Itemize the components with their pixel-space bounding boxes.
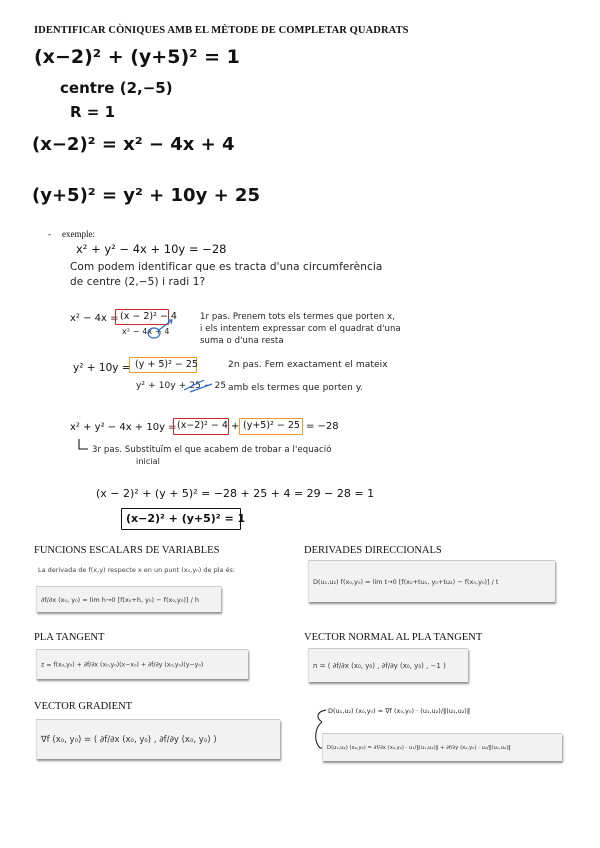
heading-scalar-functions: FUNCIONS ESCALARS DE VARIABLES (34, 545, 220, 556)
expansion-y: (y+5)² = y² + 10y + 25 (32, 185, 260, 206)
heading-directional-derivatives: DERIVADES DIRECCIONALS (304, 545, 442, 556)
blue-arrow-icon (140, 318, 176, 342)
hook-arrow-icon (76, 438, 90, 454)
radius-label: R = 1 (70, 103, 115, 121)
example-question-line2: de centre (2,−5) i radi 1? (70, 276, 206, 288)
normal-vector-formula: n = ( ∂f/∂x (x₀, y₀) , ∂f/∂y (x₀, y₀) , −1 ) (313, 661, 446, 670)
step3-lhs: x² + y² − 4x + 10y = (70, 422, 177, 433)
normal-vector-formula-card (308, 648, 468, 682)
step2-note-line1: 2n pas. Fem exactament el mateix (228, 360, 388, 370)
gradient-directional-line1: D(u₁,u₂) (x₀,y₀) = ∇f (x₀,y₀) · (u₁,u₂)/‖(u₁,u₂)‖ (328, 707, 471, 715)
step3-box1 (173, 418, 229, 435)
tangent-plane-formula-card (36, 649, 248, 679)
expansion-x: (x−2)² = x² − 4x + 4 (32, 134, 235, 155)
step3-box1-text: (x−2)² − 4 (177, 420, 228, 431)
scalar-functions-formula: ∂f/∂x (x₀, y₀) = lim h→0 [f(x₀+h, y₀) − f(x₀,y₀)] / h (41, 595, 199, 604)
centre-label: centre (2,−5) (60, 79, 173, 97)
gradient-directional-formula-card (322, 733, 562, 761)
gradient-vector-formula-card (36, 719, 280, 759)
bullet-dash: - (48, 229, 51, 239)
directional-derivatives-formula: D(u₁,u₂) f(x₀,y₀) = lim t→0 [f(x₀+tu₁, y₀+tu₂) − f(x₀,y₀)] / t (313, 577, 499, 586)
step3-plus: + (231, 421, 240, 432)
step2-note-line2: amb els termes que porten y. (228, 383, 363, 393)
blue-strike-icon (182, 374, 222, 398)
step2-check: y² + 10y + 25 − 25 (136, 381, 227, 391)
final-result-text: (x−2)² + (y+5)² = 1 (126, 512, 246, 525)
step1-note-line3: suma o d'una resta (200, 336, 284, 346)
heading-normal-vector: VECTOR NORMAL AL PLA TANGENT (304, 632, 483, 643)
step2-lhs: y² + 10y = (73, 362, 131, 374)
step3-rhs: = −28 (306, 421, 339, 432)
example-label: exemple: (62, 229, 95, 239)
step1-note-line1: 1r pas. Prenem tots els termes que porten x, (200, 312, 396, 322)
step1-note-line2: i els intentem expressar com el quadrat d'una (200, 324, 401, 334)
result-line: (x − 2)² + (y + 5)² = −28 + 25 + 4 = 29 − 28 = 1 (96, 487, 375, 500)
step1-lhs: x² − 4x = (70, 313, 119, 324)
step1-check: x² − 4x + 4 (122, 327, 170, 336)
page-title: IDENTIFICAR CÒNIQUES AMB EL MÈTODE DE COMPLETAR QUADRATS (34, 25, 409, 36)
heading-gradient-vector: VECTOR GRADIENT (34, 701, 133, 712)
gradient-directional-formula: D(u₁,u₂) (x₀,y₀) = ∂f/∂x (x₀,y₀) · u₁/‖(u₁,u₂)‖ + ∂f/∂y (x₀,y₀) · u₂/‖(u₁,u₂)‖ (327, 744, 511, 751)
heading-tangent-plane: PLA TANGENT (34, 632, 105, 643)
step3-note-line2: inicial (136, 457, 160, 466)
scalar-functions-note: La derivada de f(x,y) respecte x en un punt (x₀,y₀) de pla és: (38, 566, 236, 574)
example-question-line1: Com podem identificar que es tracta d'una circumferència (70, 261, 383, 273)
tangent-plane-formula: z = f(x₀,y₀) + ∂f/∂x (x₀,y₀)(x−x₀) + ∂f/∂y (x₀,y₀)(y−y₀) (41, 661, 204, 668)
step3-note-line1: 3r pas. Substituïm el que acabem de trobar a l'equació (92, 445, 332, 455)
step1-box-text: (x − 2)² − 4 (120, 311, 177, 322)
step3-box2 (239, 418, 303, 435)
scalar-functions-formula-card (36, 586, 221, 612)
gradient-vector-formula: ∇f (x₀, y₀) = ( ∂f/∂x (x₀, y₀) , ∂f/∂y (x₀, y₀) ) (41, 734, 217, 745)
final-result-box (121, 508, 246, 530)
step3-box2-text: (y+5)² − 25 (243, 420, 300, 431)
directional-derivatives-formula-card (308, 560, 555, 602)
step2-box-text: (y + 5)² − 25 (135, 359, 198, 370)
example-equation: x² + y² − 4x + 10y = −28 (76, 242, 227, 256)
step2-box (129, 357, 197, 373)
circle-equation: (x−2)² + (y+5)² = 1 (34, 46, 240, 68)
